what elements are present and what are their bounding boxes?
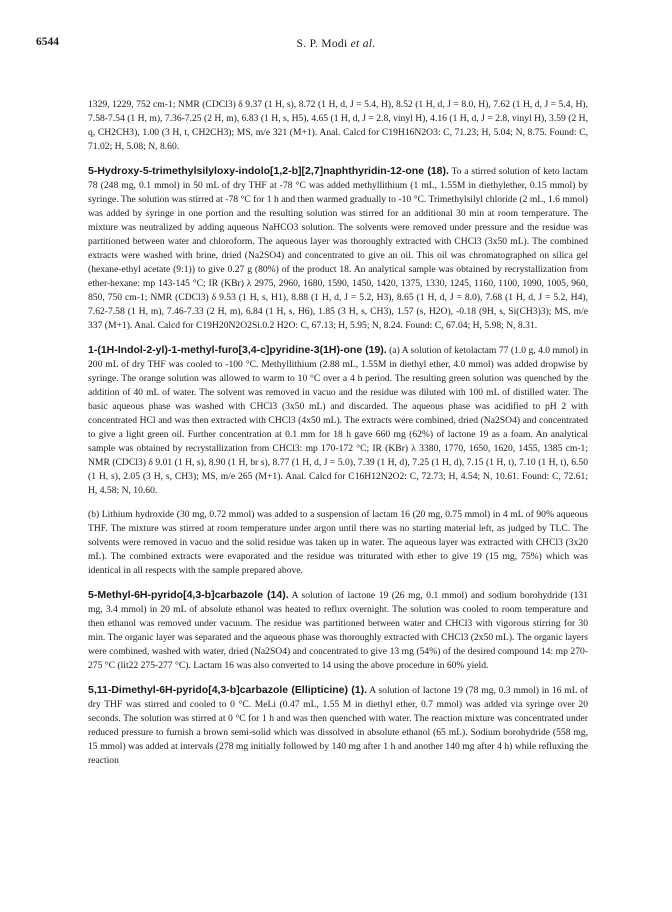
paragraph-text: A solution of lactone 19 (26 mg, 0.1 mmol) and sodium borohydride (131 mg, 3.4 mmol) in 20 mL of absolute ethanol was heated to reflux overnight. The solution was cooled to room temperature and then ethanol was removed under vacuum. The residue was partitioned between water and CHCl3 with vigorous stirring for 30 min. The organic layer was separated and the aqueous phase was thoroughly extracted with CHCl3 (2x50 mL). The organic layers were combined, washed with water, dried (Na2SO4) and concentrated to give 13 mg (54%) of the desired compound 14: mp 270-275 °C (lit22 275-277 °C). Lactam 16 was also converted to 14 using the above procedure in 60% yield. <box>88 590 588 671</box>
paragraph-compound-19 <box>88 343 588 498</box>
compound-heading: 5,11-Dimethyl-6H-pyrido[4,3-b]carbazole (Ellipticine) (1). <box>88 684 368 696</box>
paragraph-compound-18 <box>88 164 588 333</box>
paragraph-ellipticine <box>88 683 588 768</box>
compound-heading: 1-(1H-Indol-2-yl)-1-methyl-furo[3,4-c]pyridine-3(1H)-one (19). <box>88 344 387 356</box>
compound-heading: 5-Methyl-6H-pyrido[4,3-b]carbazole (14). <box>88 589 289 601</box>
paragraph-text: (b) Lithium hydroxide (30 mg, 0.72 mmol) was added to a suspension of lactam 16 (20 mg, 0.75 mmol) in 4 mL of 90% aqueous THF. The mixture was stirred at room temperature under argon until there was no starting material left, as judged by TLC. The solvents were removed in vacuo and the solid residue was taken up in water. The aqueous layer was extracted with CHCl3 (3x20 mL). The combined extracts were evaporated and the residue was triturated with ether to give 19 (15 mg, 75%) which was identical in all respects with the sample prepared above. <box>88 509 588 576</box>
page-number: 6544 <box>36 36 59 48</box>
paragraph-text: To a stirred solution of keto lactam 78 (248 mg, 0.1 mmol) in 50 mL of dry THF at -78 °C was added methyllithium (1 mL, 1.55M in diethylether, 0.15 mmol) by syringe. The solution was stirred at -78 °C for 1 h and then warmed gradually to -10 °C. Trimethylsilyl chloride (2 mL, 1.6 mmol) was added by syringe in one portion and the resulting solution was stirred for an additional 30 min at room temperature. The mixture was neutralized by adding aqueous NaHCO3 solution. The solvents were removed under pressure and the residue was partitioned between water and chloroform. The aqueous layer was thoroughly extracted with CHCl3 (3x50 mL). The combined extracts were washed with brine, dried (Na2SO4) and concentrated to give an oil. This oil was chromatographed on silica gel (hexane-ethyl acetate (9:1)) to give 0.27 g (80%) of the product 18. An analytical sample was obtained by recrystallization from ether-hexane: mp 143-145 °C; IR (KBr) λ 2975, 2960, 1680, 1590, 1450, 1420, 1375, 1330, 1245, 1160, 1100, 1090, 1005, 960, 850, 750 cm-1; NMR (CDCl3) δ 9.53 (1 H, s, H1), 8.88 (1 H, d, J = 5.2, H3), 8.65 (1 H, d, J = 8.0), 7.68 (1 H, d, J = 5.2, H4), 7.62-7.58 (1 H, m), 7.46-7.33 (2 H, m), 6.84 (1 H, s, H6), 1.85 (3 H, s, CH3), 1.57 (s, H2O), -0.18 (9H, s, Si(CH3)3); MS, m/e 337 (M+1). Anal. Calcd for C19H20N2O2Si.0.2 H2O: C, 67.13; H, 5.95; N, 8.24. Found: C, 67.04; H, 5.98; N, 8.31. <box>88 166 588 331</box>
running-head <box>36 38 636 50</box>
running-head-author: S. P. Modi <box>296 38 348 50</box>
compound-heading: 5-Hydroxy-5-trimethylsilyloxy-indolo[1,2-b][2,7]naphthyridin-12-one (18). <box>88 165 449 177</box>
paragraph-text: A solution of lactone 19 (78 mg, 0.3 mmol) in 16 mL of dry THF was stirred and cooled to 0 °C. MeLi (0.47 mL, 1.55 M in diethyl ether, 0.7 mmol) was added via syringe over 20 seconds. The solution was stirred at 0 °C for 1 h and was then quenched with water. The reaction mixture was concentrated under reduced pressure to furnish a brown semi-solid which was dissolved in absolute ethanol (65 mL). Sodium borohydride (558 mg, 15 mmol) was added at intervals (278 mg initially followed by 140 mg after 1 h and another 140 mg after 4 h) while refluxing the reaction <box>88 685 588 766</box>
paragraph-text: (a) A solution of ketolactam 77 (1.0 g, 4.0 mmol) in 200 mL of dry THF was cooled to -100 °C. Methyllithium (2.88 mL, 1.55M in diethyl ether, 4.0 mmol) was added dropwise by syringe. The orange solution was allowed to warm to 10 °C over a 4 h period. The resulting green solution was quenched by the addition of 40 mL of water. The solvent was removed in vacuo and the residue was diluted with 100 mL of distilled water. The basic aqueous phase was washed with CHCl3 (3x50 mL) and discarded. The aqueous phase was acidified to pH 2 with concentrated HCl and was then extracted with CHCl3 (4x50 mL). The extracts were combined, dried (Na2SO4) and concentrated to give a light green oil. Further concentration at 0.1 mm for 18 h gave 660 mg (62%) of lactone 19 as a foam. An analytical sample was obtained by recrystallization from CHCl3: mp 170-172 °C; IR (KBr) λ 3380, 1770, 1650, 1620, 1455, 1385 cm-1; NMR (CDCl3) δ 9.01 (1 H, s), 8.90 (1 H, br s), 8.77 (1 H, d, J = 5.0), 7.39 (1 H, d), 7.25 (1 H, d), 7.15 (1 H, t), 7.10 (1 H, t), 6.50 (1 H, s), 2.05 (3 H, s, CH3); MS, m/e 265 (M+1). Anal. Calcd for C16H12N2O2: C, 72.73; H, 4.54; N, 10.61. Found: C, 72.61; H, 4.58; N, 10.60. <box>88 345 588 496</box>
paragraph-compound-19-method-b <box>88 508 588 578</box>
article-body <box>88 98 588 778</box>
paragraph-text: 1329, 1229, 752 cm-1; NMR (CDCl3) δ 9.37 (1 H, s), 8.72 (1 H, d, J = 5.4, H), 8.52 (1 H, d, J = 8.0, H), 7.62 (1 H, d, J = 5.4, H), 7.58-7.54 (1 H, m), 7.36-7.25 (2 H, m), 6.83 (1 H, s, H5), 4.65 (1 H, d, J = 2.8, vinyl H), 4.16 (1 H, d, J = 2.8, vinyl H), 3.59 (2 H, q, CH2CH3), 1.00 (3 H, t, CH2CH3); MS, m/e 321 (M+1). Anal. Calcd for C19H16N2O3: C, 71.23; H, 5.04; N, 8.75. Found: C, 71.02; H, 5.08; N, 8.60. <box>88 99 588 152</box>
page-header <box>36 36 636 56</box>
paragraph-nmr-continuation <box>88 98 588 154</box>
paragraph-compound-14 <box>88 588 588 673</box>
running-head-etal: et al. <box>350 38 376 50</box>
